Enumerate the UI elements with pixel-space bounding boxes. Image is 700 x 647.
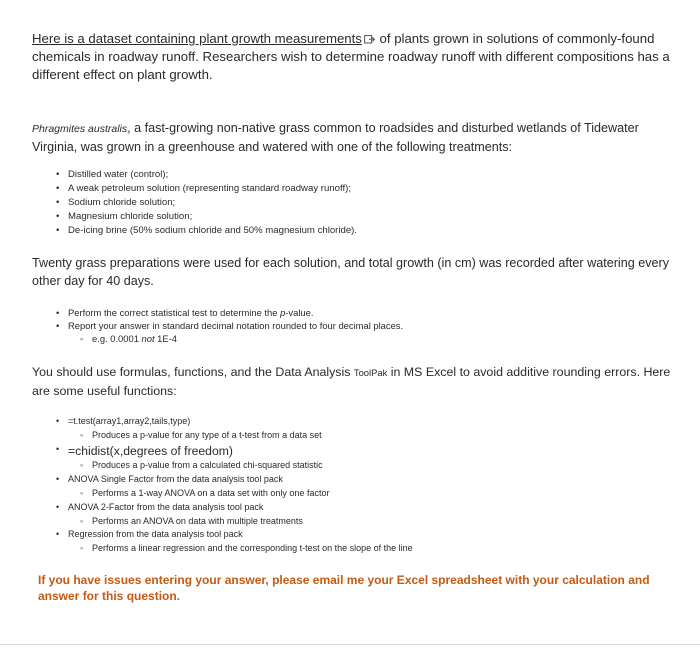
list-item: • Magnesium chloride solution; <box>56 210 676 224</box>
function-desc-list <box>80 542 676 556</box>
list-item: • De-icing brine (50% sodium chloride and 50% magnesium chloride). <box>56 224 676 238</box>
bottom-divider <box>0 644 700 645</box>
function-name: =chidist(x,degrees of freedom) <box>68 443 233 458</box>
treatment-list <box>56 168 676 238</box>
intro-text: of plants grown in solutions of commonly-found chemicals in roadway runoff. Researchers wish to determine roadway runoff with different compositions has a different effect on plant growth. <box>32 31 670 82</box>
list-item <box>56 443 676 474</box>
setup-paragraph: Twenty grass preparations were used for each solution, and total growth (in cm) was recorded after watering every other day for 40 days. <box>32 256 669 288</box>
list-item: ◦ Performs an ANOVA on data with multiple treatments <box>80 515 676 529</box>
list-item: ◦ Produces a p-value for any type of a t-test from a data set <box>80 429 676 443</box>
function-desc-list <box>80 459 676 473</box>
example-sublist <box>80 332 676 345</box>
function-list <box>56 415 676 556</box>
list-item <box>56 306 676 319</box>
tools-text: You should use formulas, functions, and the Data Analysis <box>32 365 354 379</box>
list-item: ◦ Performs a 1-way ANOVA on a data set with only one factor <box>80 487 676 501</box>
species-paragraph <box>32 119 676 156</box>
function-name: ANOVA 2-Factor from the data analysis tool pack <box>68 501 264 512</box>
list-item: ◦ Performs a linear regression and the corresponding t-test on the slope of the line <box>80 542 676 556</box>
tools-paragraph <box>32 363 676 400</box>
list-item: • Distilled water (control); <box>56 168 676 182</box>
instruction-text: -value. <box>285 307 314 318</box>
example-not: not <box>141 333 155 344</box>
list-item <box>80 332 676 345</box>
species-text: , a fast-growing non-native grass common to roadsides and disturbed wetlands of Tidewater Virginia, was grown in a greenhouse and watered with one of the following treatments: <box>32 121 639 154</box>
list-item <box>56 528 676 556</box>
instruction-list <box>56 306 676 345</box>
p-italic: p <box>280 307 286 318</box>
list-item: • Sodium chloride solution; <box>56 196 676 210</box>
list-item: • A weak petroleum solution (representing standard roadway runoff); <box>56 182 676 196</box>
external-link-icon[interactable] <box>364 35 375 44</box>
function-name: Regression from the data analysis tool pack <box>68 529 243 540</box>
function-desc-list <box>80 429 676 443</box>
dataset-link[interactable]: Here is a dataset containing plant growth measurements <box>32 31 362 46</box>
function-desc-list <box>80 487 676 501</box>
function-name: =t.test(array1,array2,tails,type) <box>68 416 191 426</box>
function-name: ANOVA Single Factor from the data analysis tool pack <box>68 474 283 485</box>
intro-paragraph <box>32 30 676 84</box>
toolpak-text: ToolPak <box>353 367 388 378</box>
instruction-text: Perform the correct statistical test to determine the <box>68 307 281 318</box>
tools-text: in MS Excel to avoid additive rounding errors. Here are some useful functions: <box>32 365 671 398</box>
list-item <box>56 473 676 501</box>
example-text: 1E-4 <box>154 333 177 344</box>
list-item <box>56 319 676 345</box>
species-name: Phragmites australis <box>32 123 128 135</box>
example-text: e.g. 0.0001 <box>92 333 142 344</box>
footer-note: If you have issues entering your answer, please email me your Excel spreadsheet with your calculation and answer for this question. <box>38 572 650 603</box>
function-desc-list <box>80 515 676 529</box>
list-item <box>56 415 676 443</box>
instruction-text: Report your answer in standard decimal notation rounded to four decimal places. <box>68 320 404 331</box>
list-item <box>56 501 676 529</box>
list-item: ◦ Produces a p-value from a calculated chi-squared statistic <box>80 459 676 473</box>
